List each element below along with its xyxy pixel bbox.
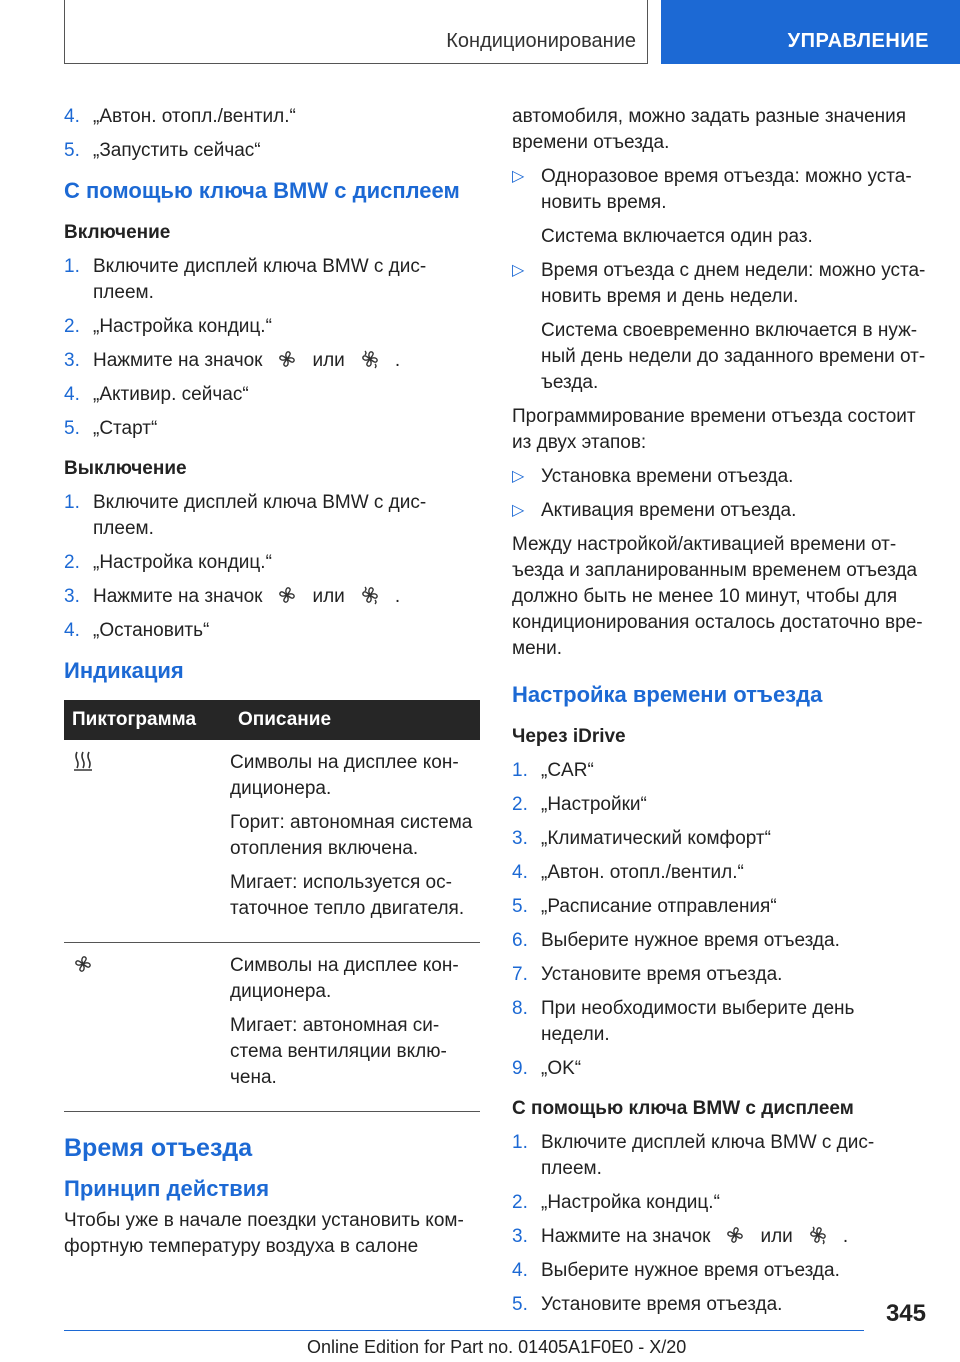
description-line: Символы на дисплее кон-диционера. (230, 752, 459, 799)
list-item: ▷ Установка времени отъезда. (512, 464, 928, 490)
list-item: 2. „Настройка кондиц.“ (512, 1192, 720, 1213)
switch-off-heading: Выключение (64, 458, 187, 479)
list-item-detail: Система своевременно включается в нуж-ный день недели до заданного времени от-ъезда. (541, 320, 926, 393)
interval-text: Между настройкой/активацией времени от-ъезда и запланированным временем отъезда должно быть не менее 10 минут, чтобы для кондиционирования осталось достаточно вре-мени. (512, 534, 923, 659)
list-item: 3. Нажмите на значок или . (64, 586, 401, 607)
right-column (512, 104, 928, 1326)
key-display-heading: С помощью ключа BMW с дисплеем (64, 178, 460, 203)
setup-heading: Настройка времени отъезда (512, 682, 823, 707)
key-display-heading: С помощью ключа BMW с дисплеем (512, 1098, 854, 1119)
list-item: 2. „Настройка кондиц.“ (64, 552, 272, 573)
table-header: Пиктограмма (64, 700, 230, 740)
list-item: 3. Нажмите на значок или . (512, 1226, 849, 1247)
description-line: Горит: автономная система отопления включена. (230, 812, 473, 859)
intro-text: автомобиля, можно задать разные значения времени отъезда. (512, 106, 907, 153)
principle-heading: Принцип действия (64, 1176, 270, 1201)
list-item: 6. Выберите нужное время отъезда. (512, 930, 840, 951)
fan-icon (276, 348, 298, 370)
list-item: 9. „OK“ (512, 1058, 582, 1079)
list-item: ▷ Одноразовое время отъезда: можно уста-новить время. (512, 166, 912, 213)
chapter-tab-label: УПРАВЛЕНИЕ (787, 30, 929, 52)
table-row (64, 740, 480, 943)
triangle-bullet-icon: ▷ (512, 468, 525, 485)
list-item: 4. „Остановить“ (64, 620, 210, 641)
description-line: Мигает: автономная си-стема вентиляции вклю-чена. (230, 1015, 447, 1088)
departure-time-heading: Время отъезда (64, 1134, 253, 1162)
switch-on-heading: Включение (64, 222, 171, 243)
list-item: 4. „Автон. отопл./вентил.“ (512, 862, 744, 883)
fan-icon (276, 584, 298, 606)
list-item: 3. „Климатический комфорт“ (512, 828, 771, 849)
list-item: 1. Включите дисплей ключа BMW с дис-плеем. (64, 492, 427, 539)
principle-text: Чтобы уже в начале поездки установить ком-фортную температуру воздуха в салоне (64, 1210, 464, 1257)
list-item: 5. „Старт“ (64, 418, 158, 439)
list-item: 4. Выберите нужное время отъезда. (512, 1260, 840, 1281)
left-column (64, 104, 480, 1268)
description-line: Мигает: используется ос-таточное тепло двигателя. (230, 872, 465, 919)
list-item: 1. Включите дисплей ключа BMW с дис-плеем. (512, 1132, 875, 1179)
list-item: 2. „Настройки“ (512, 794, 647, 815)
list-item: 1. Включите дисплей ключа BMW с дис-плеем. (64, 256, 427, 303)
list-item: 2. „Настройка кондиц.“ (64, 316, 272, 337)
list-item: 4. „Активир. сейчас“ (64, 384, 249, 405)
indication-heading: Индикация (64, 658, 184, 683)
list-item: 4. „Автон. отопл./вентил.“ (64, 106, 296, 127)
list-item: 7. Установите время отъезда. (512, 964, 783, 985)
idrive-heading: Через iDrive (512, 726, 626, 747)
list-item: ▷ Время отъезда с днем недели: можно уста-новить время и день недели. (512, 260, 926, 307)
triangle-bullet-icon: ▷ (512, 502, 525, 519)
triangle-bullet-icon: ▷ (512, 262, 525, 279)
triangle-bullet-icon: ▷ (512, 168, 525, 185)
list-item: ▷ Активация времени отъезда. (512, 498, 928, 524)
list-item: 5. „Расписание отправления“ (512, 896, 777, 917)
heat-fan-icon (807, 1224, 829, 1246)
list-item: 1. „CAR“ (512, 760, 594, 781)
indication-table (64, 700, 480, 1112)
section-title: Кондиционирование (446, 30, 636, 52)
list-item: 5. Установите время отъезда. (512, 1294, 783, 1315)
edition-footer: Online Edition for Part no. 01405A1F0E0 - X/20 (307, 1337, 687, 1357)
description-line: Символы на дисплее кон-диционера. (230, 955, 459, 1002)
table-header: Описание (230, 700, 480, 740)
list-item: 5. „Запустить сейчас“ (64, 140, 261, 161)
page-number: 345 (885, 1300, 926, 1327)
fan-icon (72, 953, 94, 983)
heat-fan-icon (359, 584, 381, 606)
heat-fan-icon (359, 348, 381, 370)
list-item: 8. При необходимости выберите день недели. (512, 998, 855, 1045)
table-row (64, 943, 480, 1112)
heating-icon (72, 750, 94, 780)
list-item-detail: Система включается один раз. (541, 226, 813, 247)
list-item: 3. Нажмите на значок или . (64, 350, 401, 371)
fan-icon (724, 1224, 746, 1246)
footer-divider (64, 1330, 864, 1331)
stages-intro: Программирование времени отъезда состоит из двух этапов: (512, 406, 916, 453)
